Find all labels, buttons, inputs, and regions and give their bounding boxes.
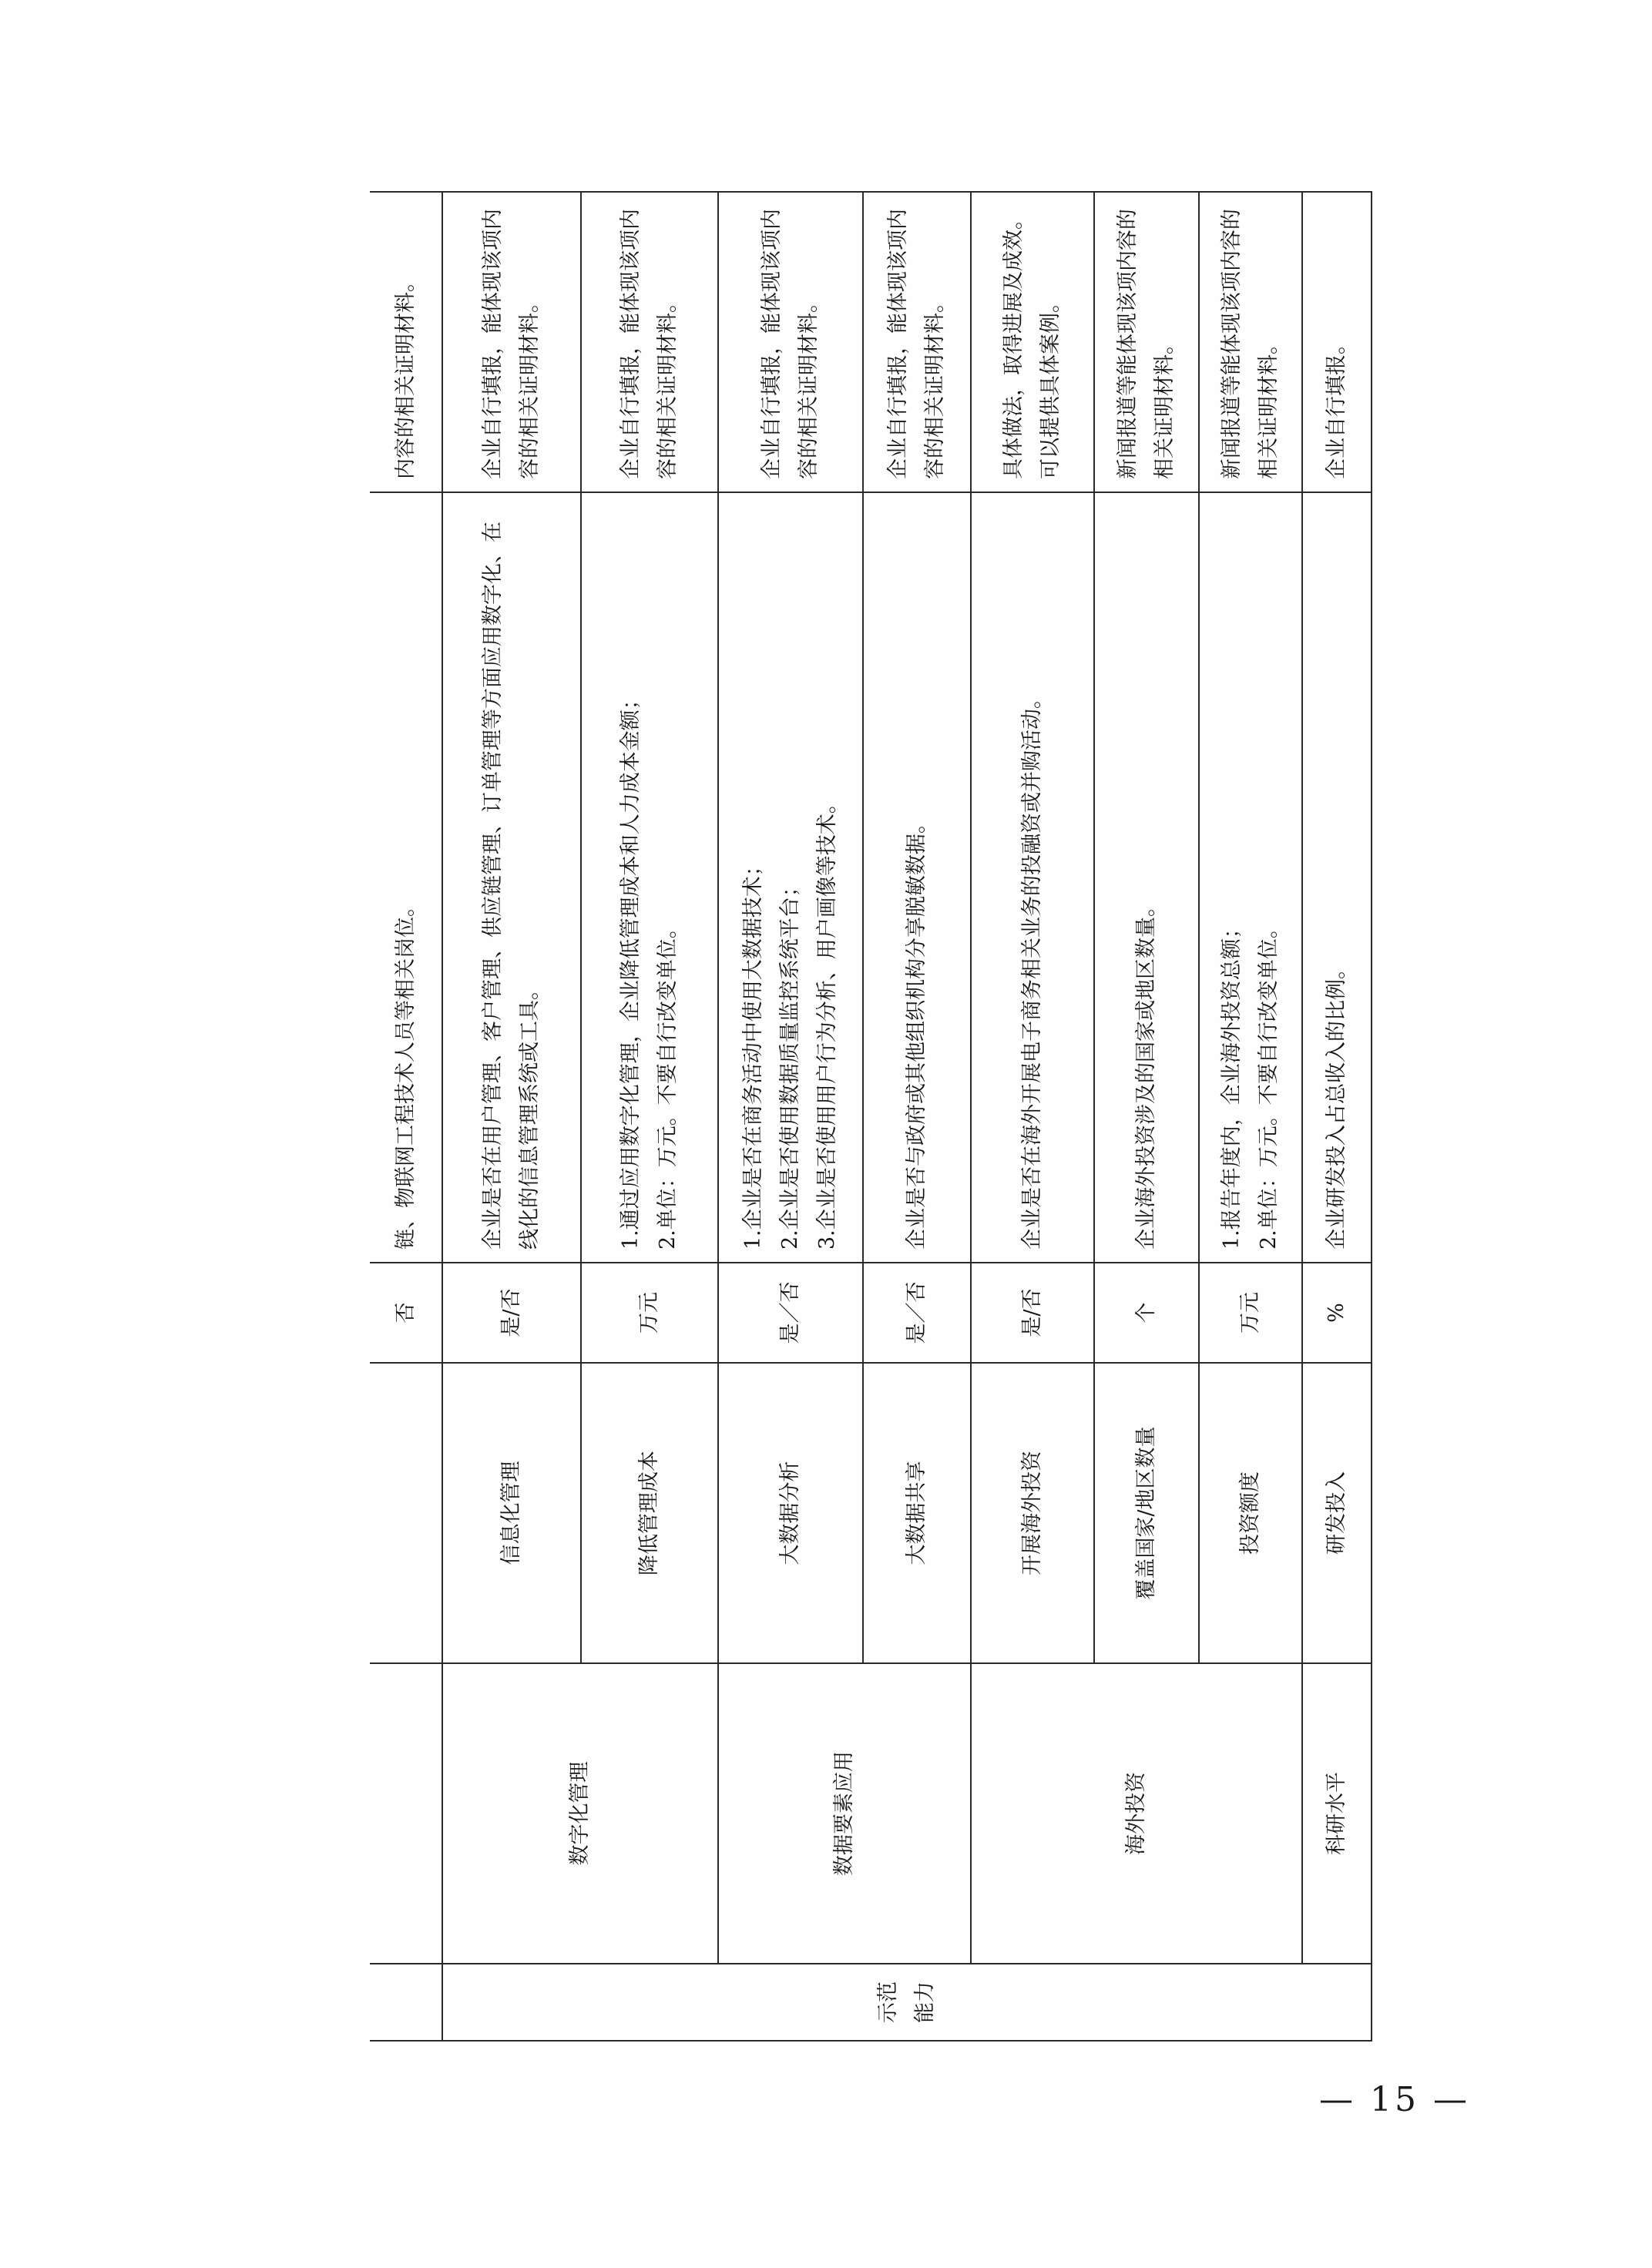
table-row (971, 192, 1094, 2041)
category-l1-label: 示范能力 (876, 1981, 937, 2023)
description-line: 1.通过应用数字化管理，企业降低管理成本和人力成本金额； (619, 689, 643, 1250)
cell-description: 企业是否在用户管理、客户管理、供应链管理、订单管理等方面应用数字化、在线化的信息管理系统或工具。 (442, 492, 581, 1263)
cell-proof: 企业自行填报，能体现该项内容的相关证明材料。 (718, 192, 863, 492)
cell-empty (370, 1964, 442, 2041)
description-line: 2.企业是否使用数据质量监控系统平台； (778, 876, 802, 1250)
cell-proof: 企业自行填报，能体现该项内容的相关证明材料。 (581, 192, 718, 492)
cell-description (1199, 492, 1302, 1263)
table-row-continuation (370, 192, 442, 2041)
cell-description: 企业海外投资涉及的国家或地区数量。 (1094, 492, 1199, 1263)
cell-unit: 万元 (581, 1263, 718, 1363)
description-line: 2.单位：万元。不要自行改变单位。 (1257, 918, 1281, 1250)
cell-indicator: 研发投入 (1302, 1363, 1372, 1663)
cell-indicator: 信息化管理 (442, 1363, 581, 1663)
cell-proof: 企业自行填报，能体现该项内容的相关证明材料。 (442, 192, 581, 492)
cell-description: 企业研发投入占总收入的比例。 (1302, 492, 1372, 1263)
cell-unit: 是/否 (971, 1263, 1094, 1363)
cell-empty (370, 1663, 442, 1964)
cell-unit: % (1302, 1263, 1372, 1363)
cell-description: 链、物联网工程技术人员等相关岗位。 (370, 492, 442, 1263)
description-line: 1.报告年度内，企业海外投资总额； (1220, 918, 1244, 1250)
cell-group (718, 1663, 971, 1964)
cell-indicator: 开展海外投资 (971, 1363, 1094, 1663)
cell-group (442, 1663, 718, 1964)
cell-description: 企业是否在海外开展电子商务相关业务的投融资或并购活动。 (971, 492, 1094, 1263)
description-line: 3.企业是否使用用户行为分析、用户画像等技术。 (815, 793, 839, 1250)
group-label-overseas: 海外投资 (1124, 1772, 1148, 1855)
table-row (718, 192, 863, 2041)
cell-indicator: 大数据分析 (718, 1363, 863, 1663)
cell-unit: 万元 (1199, 1263, 1302, 1363)
cell-unit: 个 (1094, 1263, 1199, 1363)
indicator-table (370, 191, 1372, 2042)
cell-proof: 企业自行填报，能体现该项内容的相关证明材料。 (863, 192, 971, 492)
cell-proof: 具体做法，取得进展及成效。可以提供具体案例。 (971, 192, 1094, 492)
cell-description (581, 492, 718, 1263)
cell-category-l1 (442, 1964, 1372, 2041)
cell-description (718, 492, 863, 1263)
cell-unit: 是/否 (442, 1263, 581, 1363)
cell-proof: 内容的相关证明材料。 (370, 192, 442, 492)
rotated-table-wrapper (370, 193, 1372, 2042)
cell-proof: 企业自行填报。 (1302, 192, 1372, 492)
cell-unit: 是／否 (718, 1263, 863, 1363)
rotated-table-frame (370, 193, 1372, 2042)
description-line: 1.企业是否在商务活动中使用大数据技术； (741, 855, 765, 1250)
cell-description: 企业是否与政府或其他组织机构分享脱敏数据。 (863, 492, 971, 1263)
description-line: 2.单位：万元。不要自行改变单位。 (656, 918, 680, 1250)
group-label-digital: 数字化管理 (568, 1761, 592, 1866)
cell-unit: 是／否 (863, 1263, 971, 1363)
cell-group (1302, 1663, 1372, 1964)
cell-indicator: 大数据共享 (863, 1363, 971, 1663)
group-label-research: 科研水平 (1325, 1772, 1348, 1855)
cell-indicator: 覆盖国家/地区数量 (1094, 1363, 1199, 1663)
page-number: — 15 — (1319, 2080, 1470, 2119)
cell-group (971, 1663, 1302, 1964)
table-row (442, 192, 581, 2041)
cell-indicator: 投资额度 (1199, 1363, 1302, 1663)
cell-proof: 新闻报道等能体现该项内容的相关证明材料。 (1199, 192, 1302, 492)
cell-unit: 否 (370, 1263, 442, 1363)
cell-indicator: 降低管理成本 (581, 1363, 718, 1663)
table-row (1302, 192, 1372, 2041)
cell-empty (370, 1363, 442, 1663)
cell-proof: 新闻报道等能体现该项内容的相关证明材料。 (1094, 192, 1199, 492)
group-label-data: 数据要素应用 (832, 1751, 856, 1876)
